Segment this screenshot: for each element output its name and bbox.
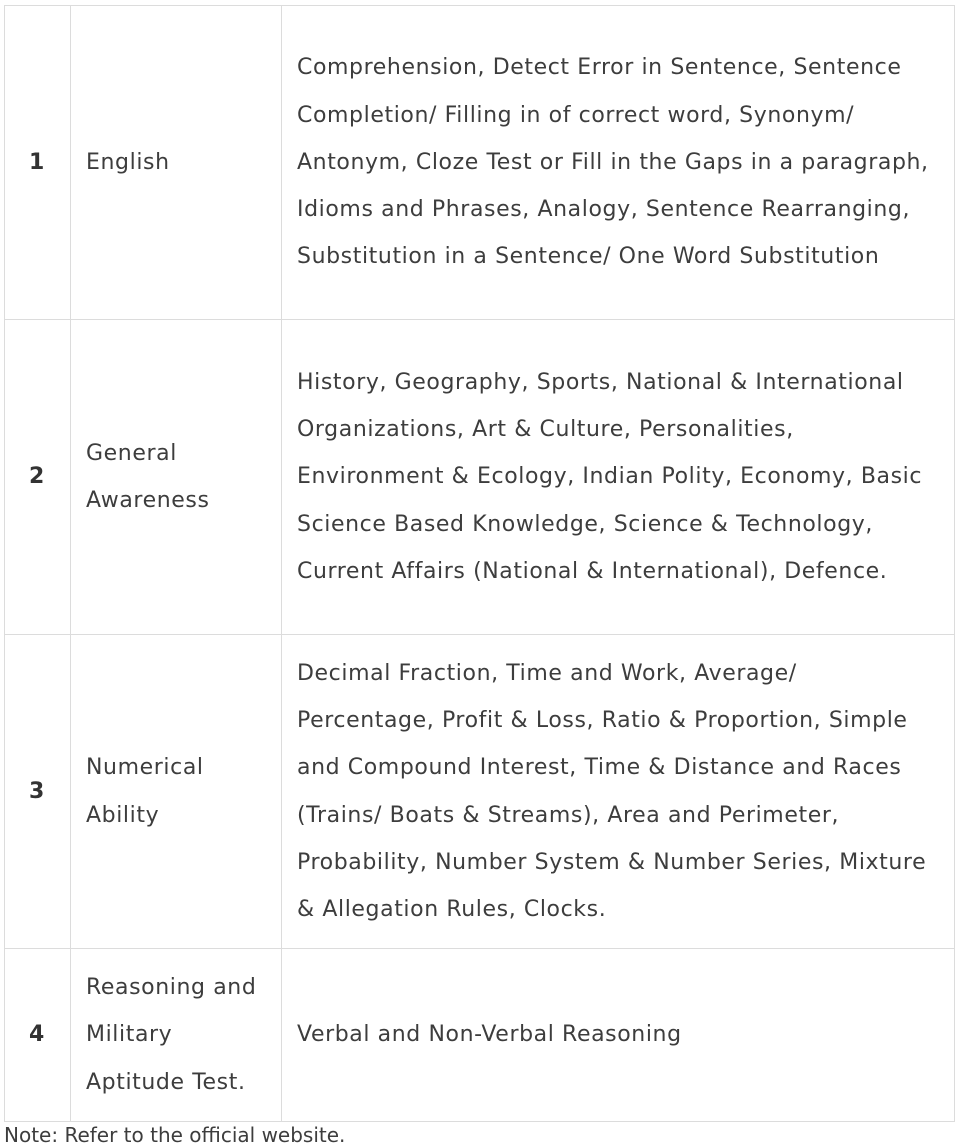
subject-cell: Numerical Ability (71, 635, 282, 949)
row-number: 1 (5, 6, 71, 320)
subject-cell: Reasoning and Military Aptitude Test. (71, 949, 282, 1122)
subject-cell: General Awareness (71, 320, 282, 635)
topics-cell: Comprehension, Detect Error in Sentence, Sentence Completion/ Filling in of correct word, Synonym/ Antonym, Cloze Test or Fill in the Gaps in a paragraph, Idioms and Phrases, Analogy, Sentence Rearranging, Substitution in a Sentence/ One Word Substitution (282, 6, 955, 320)
footnote: Note: Refer to the official website. (4, 1123, 346, 1147)
syllabus-table (4, 5, 955, 1122)
table-row (5, 320, 955, 635)
table-row (5, 949, 955, 1122)
topics-cell: Decimal Fraction, Time and Work, Average/ Percentage, Profit & Loss, Ratio & Proportion, Simple and Compound Interest, Time & Distance and Races (Trains/ Boats & Streams), Area and Perimeter, Probability, Number System & Number Series, Mixture & Allegation Rules, Clocks. (282, 635, 955, 949)
table-row (5, 635, 955, 949)
topics-cell: Verbal and Non-Verbal Reasoning (282, 949, 955, 1122)
table-row (5, 6, 955, 320)
topics-cell: History, Geography, Sports, National & International Organizations, Art & Culture, Personalities, Environment & Ecology, Indian Polity, Economy, Basic Science Based Knowledge, Science & Technology, Current Affairs (National & International), Defence. (282, 320, 955, 635)
row-number: 4 (5, 949, 71, 1122)
subject-cell: English (71, 6, 282, 320)
row-number: 3 (5, 635, 71, 949)
row-number: 2 (5, 320, 71, 635)
